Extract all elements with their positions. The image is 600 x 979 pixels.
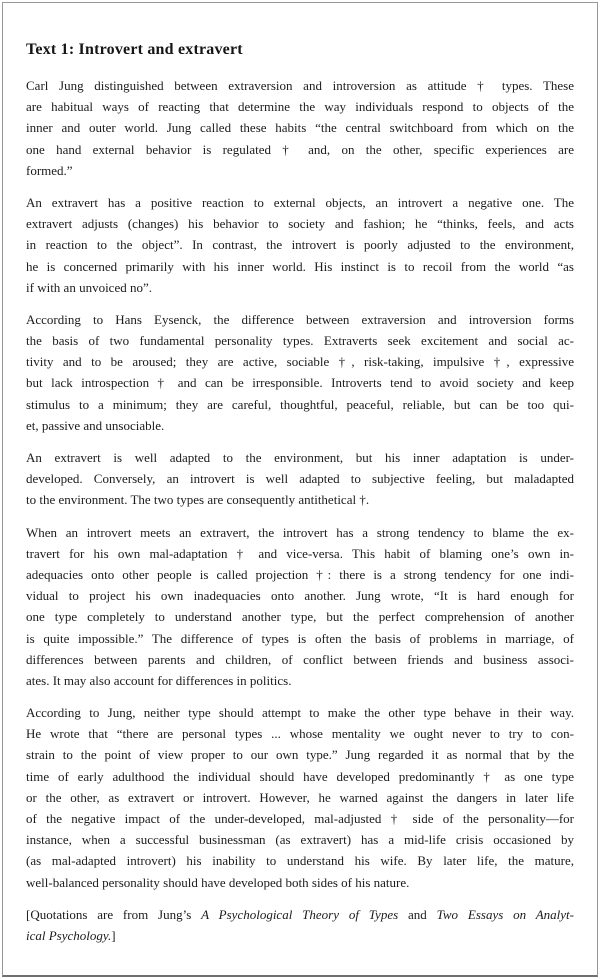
text-line: the basis of two fundamental personality types. Extraverts seek excitement and social ac-: [26, 333, 574, 349]
paragraph: [26, 75, 574, 181]
text-line: instance, when a successful businessman (as extravert) has a mid-life crisis occasioned by: [26, 832, 574, 848]
text-line: ates. It may also account for differences in politics.: [26, 672, 292, 688]
text-line: or the other, as extravert or introvert. However, he warned against the dangers in later life: [26, 789, 574, 805]
text-line: one type completely to understand another type, but the perfect comprehension of another: [26, 609, 574, 625]
text-line: inner and outer world. Jung called these habits “the central switchboard from which on the: [26, 120, 574, 136]
text-segment: ]: [111, 927, 116, 943]
text-line: According to Jung, neither type should attempt to make the other type behave in their way.: [26, 705, 574, 721]
text-line: When an introvert meets an extravert, the introvert has a strong tendency to blame the ex-: [26, 524, 574, 540]
text-line: formed.”: [26, 162, 73, 178]
text-line: According to Hans Eysenck, the difference between extraversion and introversion forms: [26, 311, 574, 327]
text-line: An extravert is well adapted to the environment, but his inner adaptation is under-: [26, 450, 574, 465]
text-line: stimulus to a minimum; they are careful, thoughtful, peaceful, reliable, but can be too qui-: [26, 396, 574, 412]
text-line: extravert adjusts (changes) his behavior to society and fashion; he “thinks, feels, and acts: [26, 216, 574, 232]
paragraph: [26, 192, 574, 298]
text-line: if with an unvoiced no”.: [26, 279, 152, 295]
text-line: he is concerned primarily with his inner world. His instinct is to recoil from the world “as: [26, 258, 574, 274]
text-line: [26, 904, 574, 925]
paragraph: [26, 309, 574, 436]
text-line: well-balanced personality should have developed both sides of his nature.: [26, 874, 410, 890]
text-line: et, passive and unsociable.: [26, 417, 165, 433]
text-line: time of early adulthood the individual should have developed predominantly † as one type: [26, 768, 574, 784]
paragraph: [26, 447, 574, 511]
paragraph: [26, 904, 574, 946]
text-line: travert for his own mal-adaptation † and vice-versa. This habit of blaming one’s own in-: [26, 545, 574, 561]
book-title-italic: Two Essays on Analyt-: [436, 906, 574, 922]
text-line: [26, 925, 574, 946]
paragraph: [26, 522, 574, 692]
text-line: developed. Conversely, an introvert is well adapted to subjective feeling, but maladapted: [26, 471, 574, 487]
paragraph: [26, 702, 574, 893]
text-line: An extravert has a positive reaction to external objects, an introvert a negative one. The: [26, 194, 574, 210]
text-line: of the negative impact of the under-developed, mal-adjusted † side of the personality—for: [26, 811, 574, 826]
text-line: one hand external behavior is regulated † and, on the other, specific experiences are: [26, 141, 574, 157]
text-line: (as mal-adapted introvert) his inability to understand his wife. By later life, the mature,: [26, 853, 574, 869]
text-line: differences between parents and children, of conflict between friends and business associ-: [26, 651, 574, 667]
text-line: vidual to project his own inadequacies onto another. Jung wrote, “It is hard enough for: [26, 588, 574, 604]
text-line: is quite impossible.” The difference of types is often the basis of problems in marriage, of: [26, 630, 574, 646]
text-line: but lack introspection † and can be irresponsible. Introverts tend to avoid society and keep: [26, 375, 574, 391]
text-line: to the environment. The two types are consequently antithetical †.: [26, 492, 370, 508]
text-line: adequacies onto other people is called projection †: there is a strong tendency for one indi-: [26, 566, 574, 582]
text-line: Carl Jung distinguished between extraversion and introversion as attitude † types. These: [26, 78, 574, 93]
text-line: are habitual ways of reacting that determine the way individuals respond to objects of the: [26, 99, 574, 115]
text-line: tivity and to be aroused; they are active, sociable †, risk-taking, impulsive †, expressive: [26, 354, 574, 370]
text-segment: [Quotations are from Jung’s: [26, 906, 202, 922]
text-line: He wrote that “there are personal types ... whose mentality we ought never to try to con-: [26, 726, 574, 742]
book-title-italic: ical Psychology.: [26, 927, 112, 943]
book-title-italic: A Psychological Theory of Types: [201, 906, 399, 922]
document-body: [26, 75, 574, 946]
text-line: strain to the point of view proper to our own type.” Jung regarded it as normal that by the: [26, 747, 574, 763]
text-line: in reaction to the object”. In contrast, the introvert is poorly adjusted to the environment,: [26, 237, 574, 253]
page-title: Text 1: Introvert and extravert: [26, 41, 243, 58]
text-segment: and: [398, 906, 437, 922]
